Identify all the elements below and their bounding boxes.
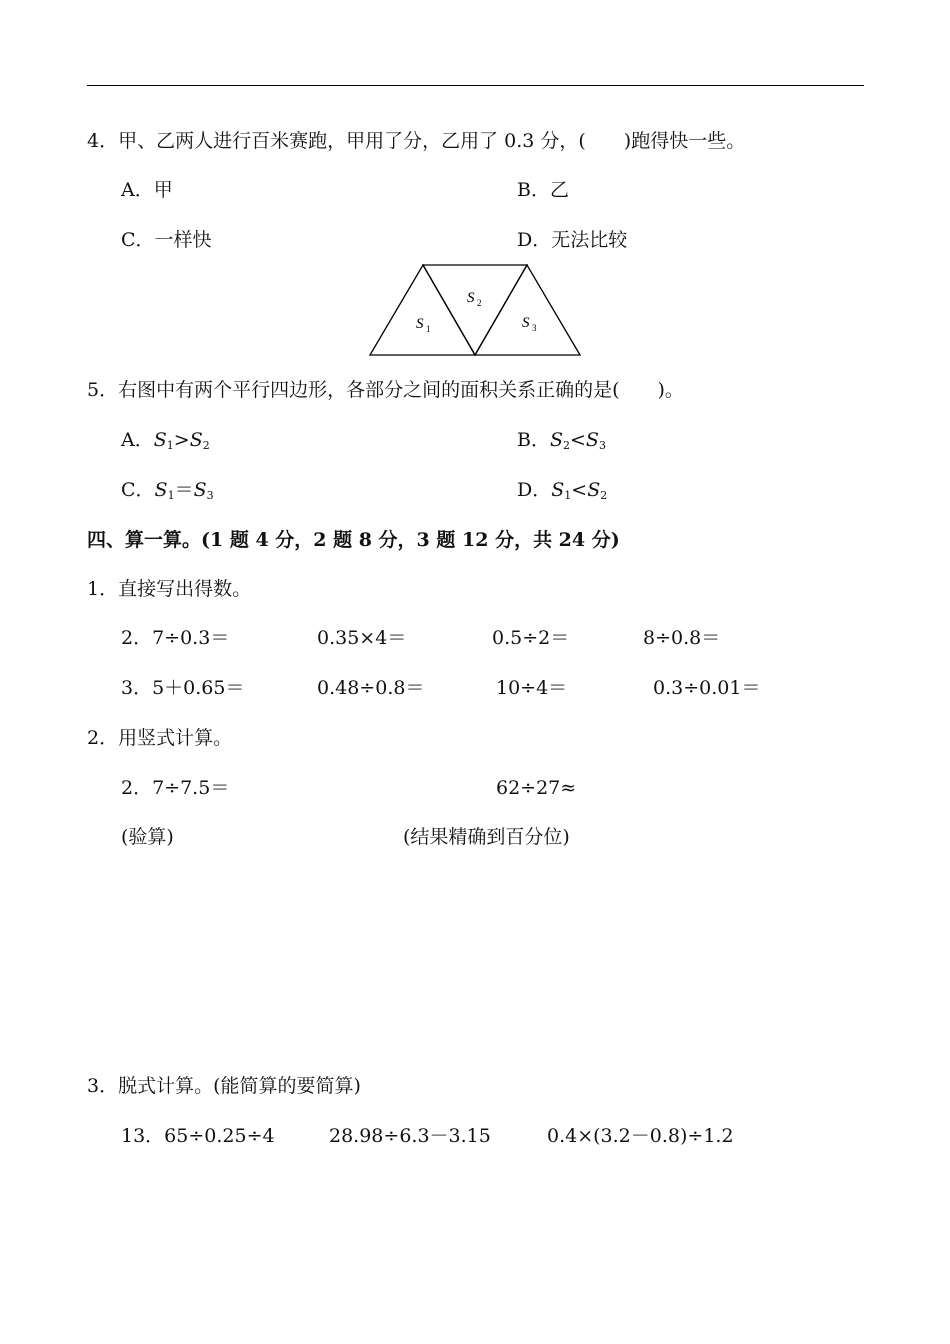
q4-stem: 4．甲、乙两人进行百米赛跑，甲用了分，乙用了 0.3 分，( )跑得快一些。 <box>87 130 746 152</box>
label-s2: S <box>467 290 475 306</box>
symbol-s: S <box>585 429 599 451</box>
q5-option-d <box>517 481 607 501</box>
option-letter: D． <box>517 479 552 501</box>
section-heading: 四、算一算。(1 题 4 分，2 题 8 分，3 题 12 分，共 24 分) <box>87 529 620 551</box>
oral-item: 10÷4＝ <box>496 677 568 699</box>
triangle-s2 <box>423 265 527 355</box>
q5-option-c <box>121 481 214 501</box>
option-letter: A． <box>121 429 154 451</box>
subscript: 1 <box>166 439 174 452</box>
subscript: 1 <box>564 489 572 502</box>
oral-item: 0.35×4＝ <box>317 627 407 649</box>
symbol-s: S <box>549 429 563 451</box>
label-s1: S <box>416 316 424 332</box>
triangle-s3 <box>475 265 580 355</box>
operator: < <box>570 429 586 451</box>
triangle-s1 <box>370 265 475 355</box>
subscript: 3 <box>598 439 606 452</box>
symbol-s: S <box>587 479 601 501</box>
label-s2-sub: 2 <box>477 298 482 308</box>
symbol-s: S <box>551 479 565 501</box>
subscript: 2 <box>563 439 570 452</box>
symbol-s: S <box>154 479 168 501</box>
vertical-calc-item: 62÷27≈ <box>496 777 577 799</box>
q4-option-b: B．乙 <box>517 179 569 201</box>
operator: ＝ <box>174 479 194 501</box>
symbol-s: S <box>189 429 203 451</box>
q5-option-a <box>121 431 210 451</box>
q4-option-d: D．无法比较 <box>517 229 628 251</box>
oral-item: 2．7÷0.3＝ <box>121 627 230 649</box>
label-s3: S <box>522 315 530 331</box>
option-letter: C． <box>121 479 155 501</box>
oral-item: 3．5＋0.65＝ <box>121 677 245 699</box>
subscript: 1 <box>167 489 175 502</box>
stepwise-calc-item: 0.4×(3.2－0.8)÷1.2 <box>547 1125 734 1147</box>
subscript: 2 <box>600 489 608 502</box>
symbol-s: S <box>193 479 207 501</box>
q5-option-b <box>517 431 606 451</box>
q5-stem: 5．右图中有两个平行四边形，各部分之间的面积关系正确的是( )。 <box>87 379 684 401</box>
operator: > <box>173 429 190 451</box>
check-note: (验算) <box>121 826 174 848</box>
subscript: 3 <box>206 489 214 502</box>
part1-title: 1．直接写出得数。 <box>87 578 252 600</box>
q4-option-a: A．甲 <box>121 179 173 201</box>
oral-item: 0.3÷0.01＝ <box>653 677 761 699</box>
option-letter: B． <box>517 429 550 451</box>
oral-item: 0.5÷2＝ <box>492 627 570 649</box>
symbol-s: S <box>153 429 167 451</box>
subscript: 2 <box>202 439 210 452</box>
operator: < <box>571 479 588 501</box>
vertical-calc-item: 2．7÷7.5＝ <box>121 777 230 799</box>
stepwise-calc-item: 13．65÷0.25÷4 <box>121 1125 275 1147</box>
part2-title: 2．用竖式计算。 <box>87 727 233 749</box>
oral-item: 8÷0.8＝ <box>643 627 721 649</box>
precision-note: (结果精确到百分位) <box>403 826 570 848</box>
oral-item: 0.48÷0.8＝ <box>317 677 425 699</box>
header-rule <box>87 85 864 86</box>
stepwise-calc-item: 28.98÷6.3－3.15 <box>329 1125 491 1147</box>
label-s3-sub: 3 <box>532 323 537 333</box>
q4-option-c: C．一样快 <box>121 229 212 251</box>
label-s1-sub: 1 <box>426 324 431 334</box>
parallelograms-figure <box>365 262 585 362</box>
part3-title: 3．脱式计算。(能简算的要简算) <box>87 1075 361 1097</box>
